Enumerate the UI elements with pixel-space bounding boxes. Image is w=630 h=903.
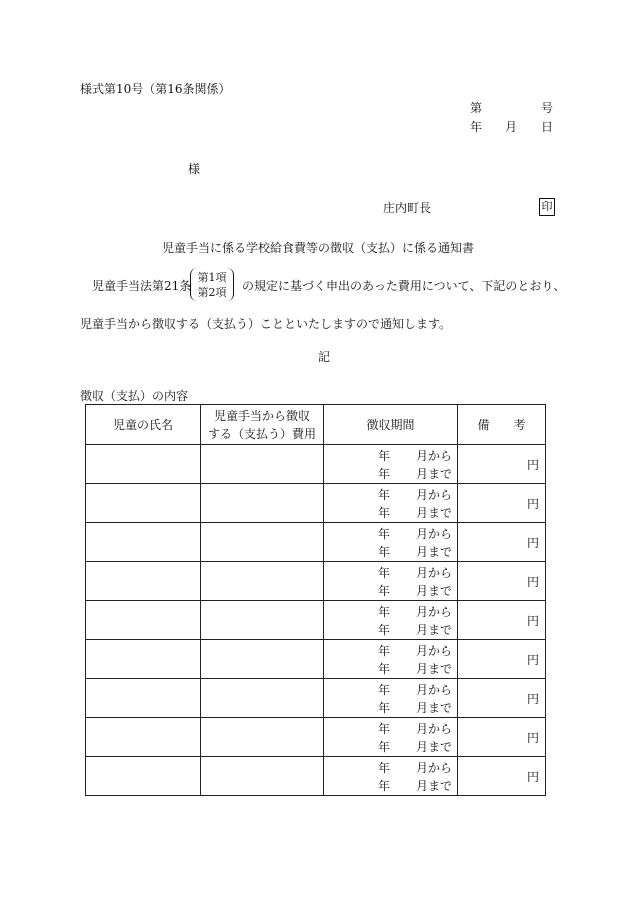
sender-name: 庄内町長 [383,201,432,215]
cell-period[interactable] [324,601,458,640]
cell-expense[interactable] [201,640,324,679]
period-to-year: 年 [378,662,391,676]
yen-unit: 円 [526,457,539,472]
cell-child-name[interactable] [86,718,201,757]
cell-remarks[interactable] [458,679,546,718]
date-day: 日 [541,120,554,134]
cell-remarks[interactable] [458,718,546,757]
period-to-year: 年 [378,701,391,715]
period-to-month: 月まで [416,779,453,793]
header-period: 徴収期間 [324,405,458,445]
cell-expense[interactable] [201,679,324,718]
cell-remarks[interactable] [458,562,546,601]
yen-unit: 円 [526,535,539,550]
cell-expense[interactable] [201,523,324,562]
cell-child-name[interactable] [86,562,201,601]
cell-remarks[interactable] [458,445,546,484]
cell-child-name[interactable] [86,523,201,562]
cell-remarks[interactable] [458,757,546,796]
body-suffix: の規定に基づく申出のあった費用について、下記のとおり、 [242,279,566,293]
cell-period[interactable] [324,562,458,601]
period-to-year: 年 [378,740,391,754]
date-year: 年 [470,120,483,134]
period-from-year: 年 [378,527,391,541]
period-from-month: 月から [416,761,453,775]
yen-unit: 円 [526,652,539,667]
body-line-2: 児童手当から徴収する（支払う）ことといたしますので通知します。 [80,317,452,331]
cell-expense[interactable] [201,445,324,484]
table-row [86,679,546,718]
period-from-month: 月から [416,722,453,736]
cell-period[interactable] [324,718,458,757]
cell-period[interactable] [324,484,458,523]
table-row [86,640,546,679]
period-from-month: 月から [416,488,453,502]
cell-period[interactable] [324,679,458,718]
period-to-month: 月まで [416,506,453,520]
period-from-year: 年 [378,644,391,658]
period-from-month: 月から [416,605,453,619]
cell-child-name[interactable] [86,601,201,640]
period-to-month: 月まで [416,467,453,481]
date-month: 月 [505,120,518,134]
recipient-suffix: 様 [188,162,201,176]
cell-period[interactable] [324,523,458,562]
doc-number-suffix: 号 [541,101,554,115]
cell-expense[interactable] [201,757,324,796]
cell-remarks[interactable] [458,601,546,640]
period-from-year: 年 [378,722,391,736]
body-prefix: 児童手当法第21条 [92,279,192,293]
cell-remarks[interactable] [458,640,546,679]
header-expense-line1: 児童手当から徴収 [213,408,310,423]
cell-child-name[interactable] [86,445,201,484]
period-to-month: 月まで [416,740,453,754]
cell-remarks[interactable] [458,523,546,562]
period-from-month: 月から [416,644,453,658]
period-from-year: 年 [378,605,391,619]
yen-unit: 円 [526,613,539,628]
cell-child-name[interactable] [86,757,201,796]
yen-unit: 円 [526,691,539,706]
period-to-month: 月まで [416,623,453,637]
document-title: 児童手当に係る学校給食費等の徴収（支払）に係る通知書 [162,241,475,255]
table-row [86,523,546,562]
header-child-name: 児童の氏名 [86,405,201,445]
period-from-year: 年 [378,683,391,697]
cell-period[interactable] [324,757,458,796]
table-header-row [86,405,546,445]
doc-number-prefix: 第 [470,101,483,115]
cell-child-name[interactable] [86,640,201,679]
cell-expense[interactable] [201,484,324,523]
cell-expense[interactable] [201,562,324,601]
period-to-year: 年 [378,506,391,520]
table-row [86,484,546,523]
ki-heading: 記 [318,350,331,364]
period-to-year: 年 [378,623,391,637]
table-row [86,718,546,757]
period-from-year: 年 [378,566,391,580]
paragraph-option-2: 第2項 [197,286,227,299]
table-row [86,601,546,640]
paragraph-brace [190,268,234,301]
cell-period[interactable] [324,640,458,679]
period-from-year: 年 [378,449,391,463]
period-from-month: 月から [416,449,453,463]
table-caption: 徴収（支払）の内容 [80,389,189,403]
period-from-month: 月から [416,683,453,697]
cell-child-name[interactable] [86,679,201,718]
table-row [86,757,546,796]
period-from-month: 月から [416,566,453,580]
period-to-year: 年 [378,467,391,481]
yen-unit: 円 [526,496,539,511]
cell-expense[interactable] [201,718,324,757]
period-to-year: 年 [378,545,391,559]
period-to-year: 年 [378,779,391,793]
header-expense-line2: する（支払う）費用 [207,426,316,441]
seal-mark: 印 [539,198,555,216]
header-remarks: 備 考 [458,405,546,445]
yen-unit: 円 [526,730,539,745]
collection-table [85,404,546,796]
cell-child-name[interactable] [86,484,201,523]
yen-unit: 円 [526,574,539,589]
period-to-month: 月まで [416,662,453,676]
period-to-month: 月まで [416,545,453,559]
period-to-year: 年 [378,584,391,598]
table-row [86,445,546,484]
table-row [86,562,546,601]
cell-period[interactable] [324,445,458,484]
period-from-month: 月から [416,527,453,541]
cell-remarks[interactable] [458,484,546,523]
period-to-month: 月まで [416,701,453,715]
header-expense [201,405,324,445]
period-from-year: 年 [378,761,391,775]
paragraph-option-1: 第1項 [197,271,227,284]
cell-expense[interactable] [201,601,324,640]
yen-unit: 円 [526,769,539,784]
period-from-year: 年 [378,488,391,502]
form-label: 様式第10号（第16条関係） [80,82,231,96]
period-to-month: 月まで [416,584,453,598]
